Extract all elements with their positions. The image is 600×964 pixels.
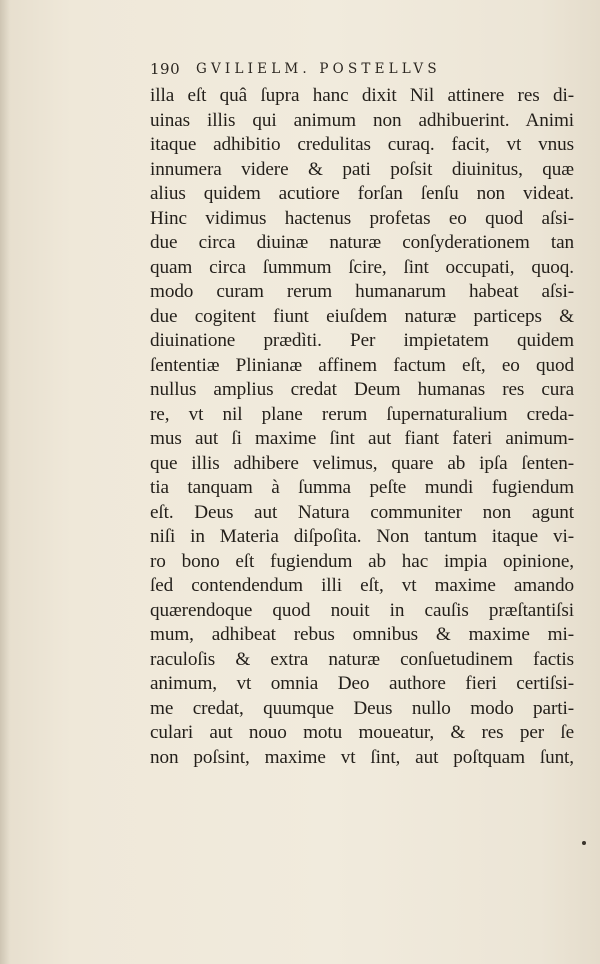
text-line: ſed contendendum illi eſt, vt maxime amando: [150, 575, 574, 596]
text-line: Hinc vidimus hactenus profetas eo quod aſsi-: [150, 207, 574, 229]
text-line: diuinatione prædìti. Per impietatem quidem: [150, 330, 574, 351]
body-text: [150, 84, 574, 770]
text-line: niſi in Materia diſpoſita. Non tantum itaque vi-: [150, 526, 574, 547]
text-line: nullus amplius credat Deum humanas res cura: [150, 379, 574, 400]
text-line: due circa diuinæ naturæ conſyderationem tan: [150, 232, 574, 253]
text-line: tia tanquam à ſumma peſte mundi fugiendum: [150, 477, 574, 498]
text-line: due cogitent fiunt eiuſdem naturæ particeps &: [150, 305, 574, 327]
text-line: que illis adhibere velimus, quare ab ipſa ſenten-: [150, 452, 574, 474]
text-line: culari aut nouo motu moueatur, & res per ſe: [150, 722, 574, 743]
text-line: raculoſis & extra naturæ conſuetudinem factis: [150, 648, 574, 670]
text-line: quærendoque quod nouit in cauſis præſtantiſsi: [150, 599, 574, 621]
text-line: alius quidem acutiore forſan ſenſu non videat.: [150, 183, 574, 204]
text-line: ſententiæ Plinianæ affinem factum eſt, eo quod: [150, 354, 574, 376]
text-line: mum, adhibeat rebus omnibus & maxime mi-: [150, 624, 574, 645]
ink-spot: [582, 841, 586, 845]
text-line: modo curam rerum humanarum habeat aſsi-: [150, 281, 574, 302]
text-line: me credat, quumque Deus nullo modo parti-: [150, 697, 574, 719]
running-head: [150, 60, 550, 84]
text-line: illa eſt quâ ſupra hanc dixit Nil attinere res di-: [150, 85, 574, 106]
text-line: re, vt nil plane rerum ſupernaturalium creda-: [150, 403, 574, 425]
text-line: uinas illis qui animum non adhibuerint. Animi: [150, 109, 574, 131]
text-line: mus aut ſi maxime ſint aut fiant fateri animum-: [150, 428, 574, 449]
text-line: non poſsint, maxime vt ſint, aut poſtquam ſunt,: [150, 746, 574, 768]
text-line: quam circa ſummum ſcire, ſint occupati, quoq.: [150, 256, 574, 278]
running-head-title: GVILIELM. POSTELLVS: [196, 61, 441, 77]
text-line: eſt. Deus aut Natura communiter non agunt: [150, 501, 574, 523]
page-number: 190: [150, 60, 181, 78]
text-line: ro bono eſt fugiendum ab hac impia opinione,: [150, 550, 574, 572]
page-gutter-shadow: [0, 0, 10, 964]
text-line: innumera videre & pati poſsit diuinitus, quæ: [150, 158, 574, 180]
text-line: animum, vt omnia Deo authore fieri certiſsi-: [150, 673, 574, 694]
text-line: itaque adhibitio credulitas curaq. facit, vt vnus: [150, 134, 574, 155]
